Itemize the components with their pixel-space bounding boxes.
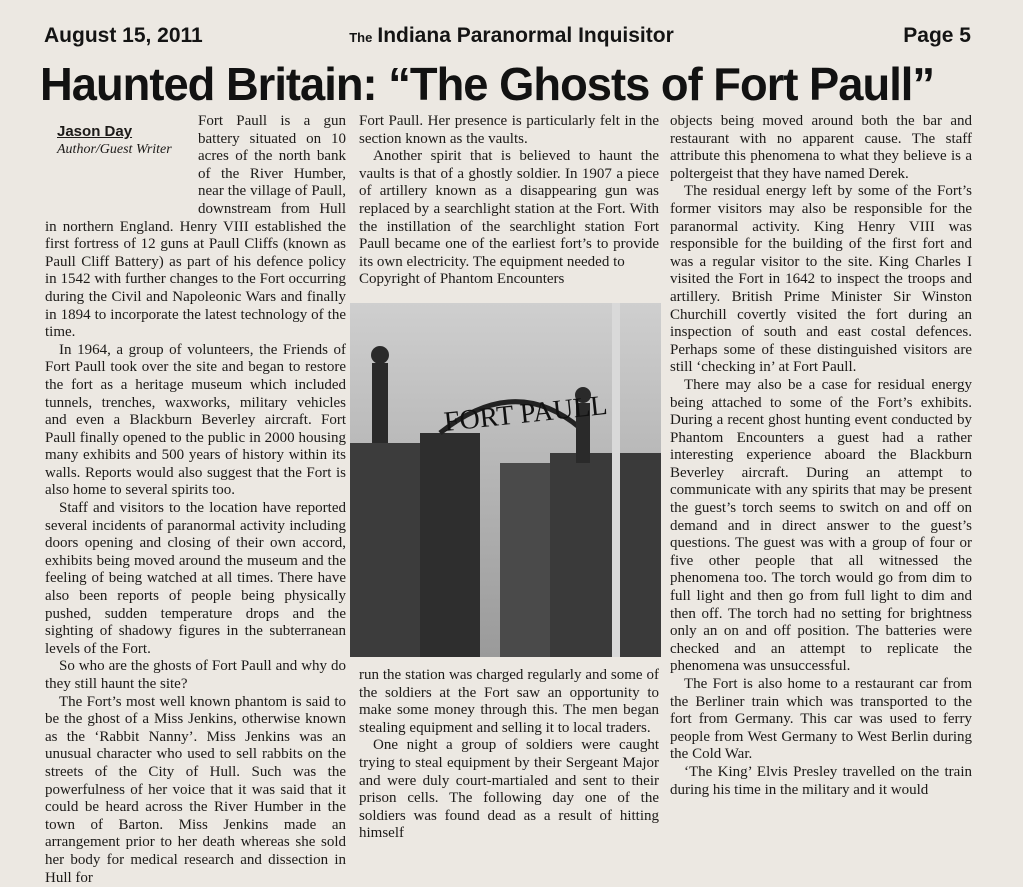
paragraph: Staff and visitors to the location have reported several incidents of paranormal activity including doors opening and closing of their own accord, exhibits being moved around the museum and the feeling of being watched at all times. There have also been reports of people being physically pushed, sudden temperature drops and the sighting of shadowy figures in the subterranean levels of the Fort. [45,500,346,657]
paragraph: run the station was charged regularly and some of the soldiers at the Fort saw an opportunity to make some money through this. The men began stealing equipment and selling it to local traders. [359,667,659,736]
paragraph: Another spirit that is believed to haunt the vaults is that of a ghostly soldier. In 1907 a piece of artillery known as a disappearing gun was replaced by a searchlight station at the Fort. With the instillation of the searchlight station Fort Paull became one of the earliest fort’s to provide its own electricity. The equipment needed to [359,148,659,270]
fort-paull-gate-image [350,303,661,657]
paragraph: The residual energy left by some of the Fort’s former visitors may also be responsible for the paranormal activity. King Henry VIII was responsible for the building of the first fort and was a regular visitor to the site. King Charles I visited the Fort in 1642 to inspect the troops and artillery. British Prime Minister Sir Winston Churchill covertly visited the fort during an inspection of south and east costal defences. Perhaps some of these distinguished visitors are still ‘checking in’ at Fort Paull. [670,183,972,376]
photo-credit: Copyright of Phantom Encounters [359,271,565,288]
publication-article: The [349,30,373,45]
article-column-3 [670,113,972,799]
author-name: Jason Day [57,123,133,140]
byline [45,123,190,215]
paragraph: ‘The King’ Elvis Presley travelled on the train during his time in the military and it would [670,763,972,798]
fort-paull-photo [350,303,661,657]
publication-name [0,22,1023,52]
article-column-1 [45,113,346,887]
paragraph: So who are the ghosts of Fort Paull and why do they still haunt the site? [45,658,346,692]
paragraph: One night a group of soldiers were caught trying to steal equipment by their Sergeant Major and were duly court-martialed and sent to their prison cells. The following day one of the soldiers was found dead as a result of hitting himself [359,737,659,842]
paragraph: Fort Paull. Her presence is particularly felt in the section known as the vaults. [359,113,659,147]
paragraph: In 1964, a group of volunteers, the Friends of Fort Paull took over the site and began to restore the fort as a heritage museum which included tunnels, trenches, waxworks, military vehicles and even a Blackburn Beverley aircraft. Fort Paull finally opened to the public in 2000 housing many exhibits and 500 years of history within its walls. Reports would also suggest that the Fort is also home to several spirits too. [45,341,346,499]
paragraph: There may also be a case for residual energy being attached to some of the Fort’s exhibits. During a recent ghost hunting event conducted by Phantom Encounters a guest had a rather interesting experience aboard the Blackburn Beverley aircraft. During an attempt to communicate with any spirits that may be present the guest’s torch seems to switch on and off on demand and in direct answer to the guest’s questions. The guest was with a group of four or five other people that all witnessed the phenomena too. The torch would go from dim to full light and then go from full light to dim and then off. The torch had no setting for brightness only an on and off position. The batteries were checked and an attempt to replicate the phenomena was unsuccessful. [670,376,972,675]
issue-date: August 15, 2011 [44,24,203,47]
paragraph: objects being moved around both the bar and restaurant with no apparent cause. The staff attribute this phenomena to what they believe is a poltergeist that they have named Derek. [670,113,972,182]
paragraph: Fort Paull is a gun battery situated on 10 acres of the north bank of the River Humber, near the village of Paull, downstream from Hull in northern England. Henry VIII established the first fortress of 12 guns at Paull Cliffs (known as Paull Cliff Battery) as part of his defence policy in 1542 with further changes to the Fort occurring during the Civil and Napoleonic Wars and finally in 1894 to incorporate the latest technology of the time. [45,113,346,341]
paragraph: The Fort is also home to a restaurant car from the Berliner train which was transported to the fort from Germany. This car was used to ferry people from West Germany to West Berlin during the Cold War. [670,676,972,763]
author-role: Author/Guest Writer [57,142,172,157]
paragraph: The Fort’s most well known phantom is said to be the ghost of a Miss Jenkins, otherwise known as the ‘Rabbit Nanny’. Miss Jenkins was an unusual character who used to sell rabbits on the streets of the City of Hull. Such was the powerfulness of her voice that it was said that it could be heard across the River Humber in the town of Barton. Miss Jenkins made an arrangement prior to her death whereas she sold her body for medical research and dissection in Hull for [45,693,346,886]
publication-title: Indiana Paranormal Inquisitor [377,24,674,47]
page-number: Page 5 [903,24,971,47]
article-column-2-top [359,113,659,289]
photo-sign-text: FORT PAULL [442,389,609,438]
article-column-2-bottom [359,667,659,843]
article-headline: Haunted Britain: “The Ghosts of Fort Paull” [40,58,935,110]
